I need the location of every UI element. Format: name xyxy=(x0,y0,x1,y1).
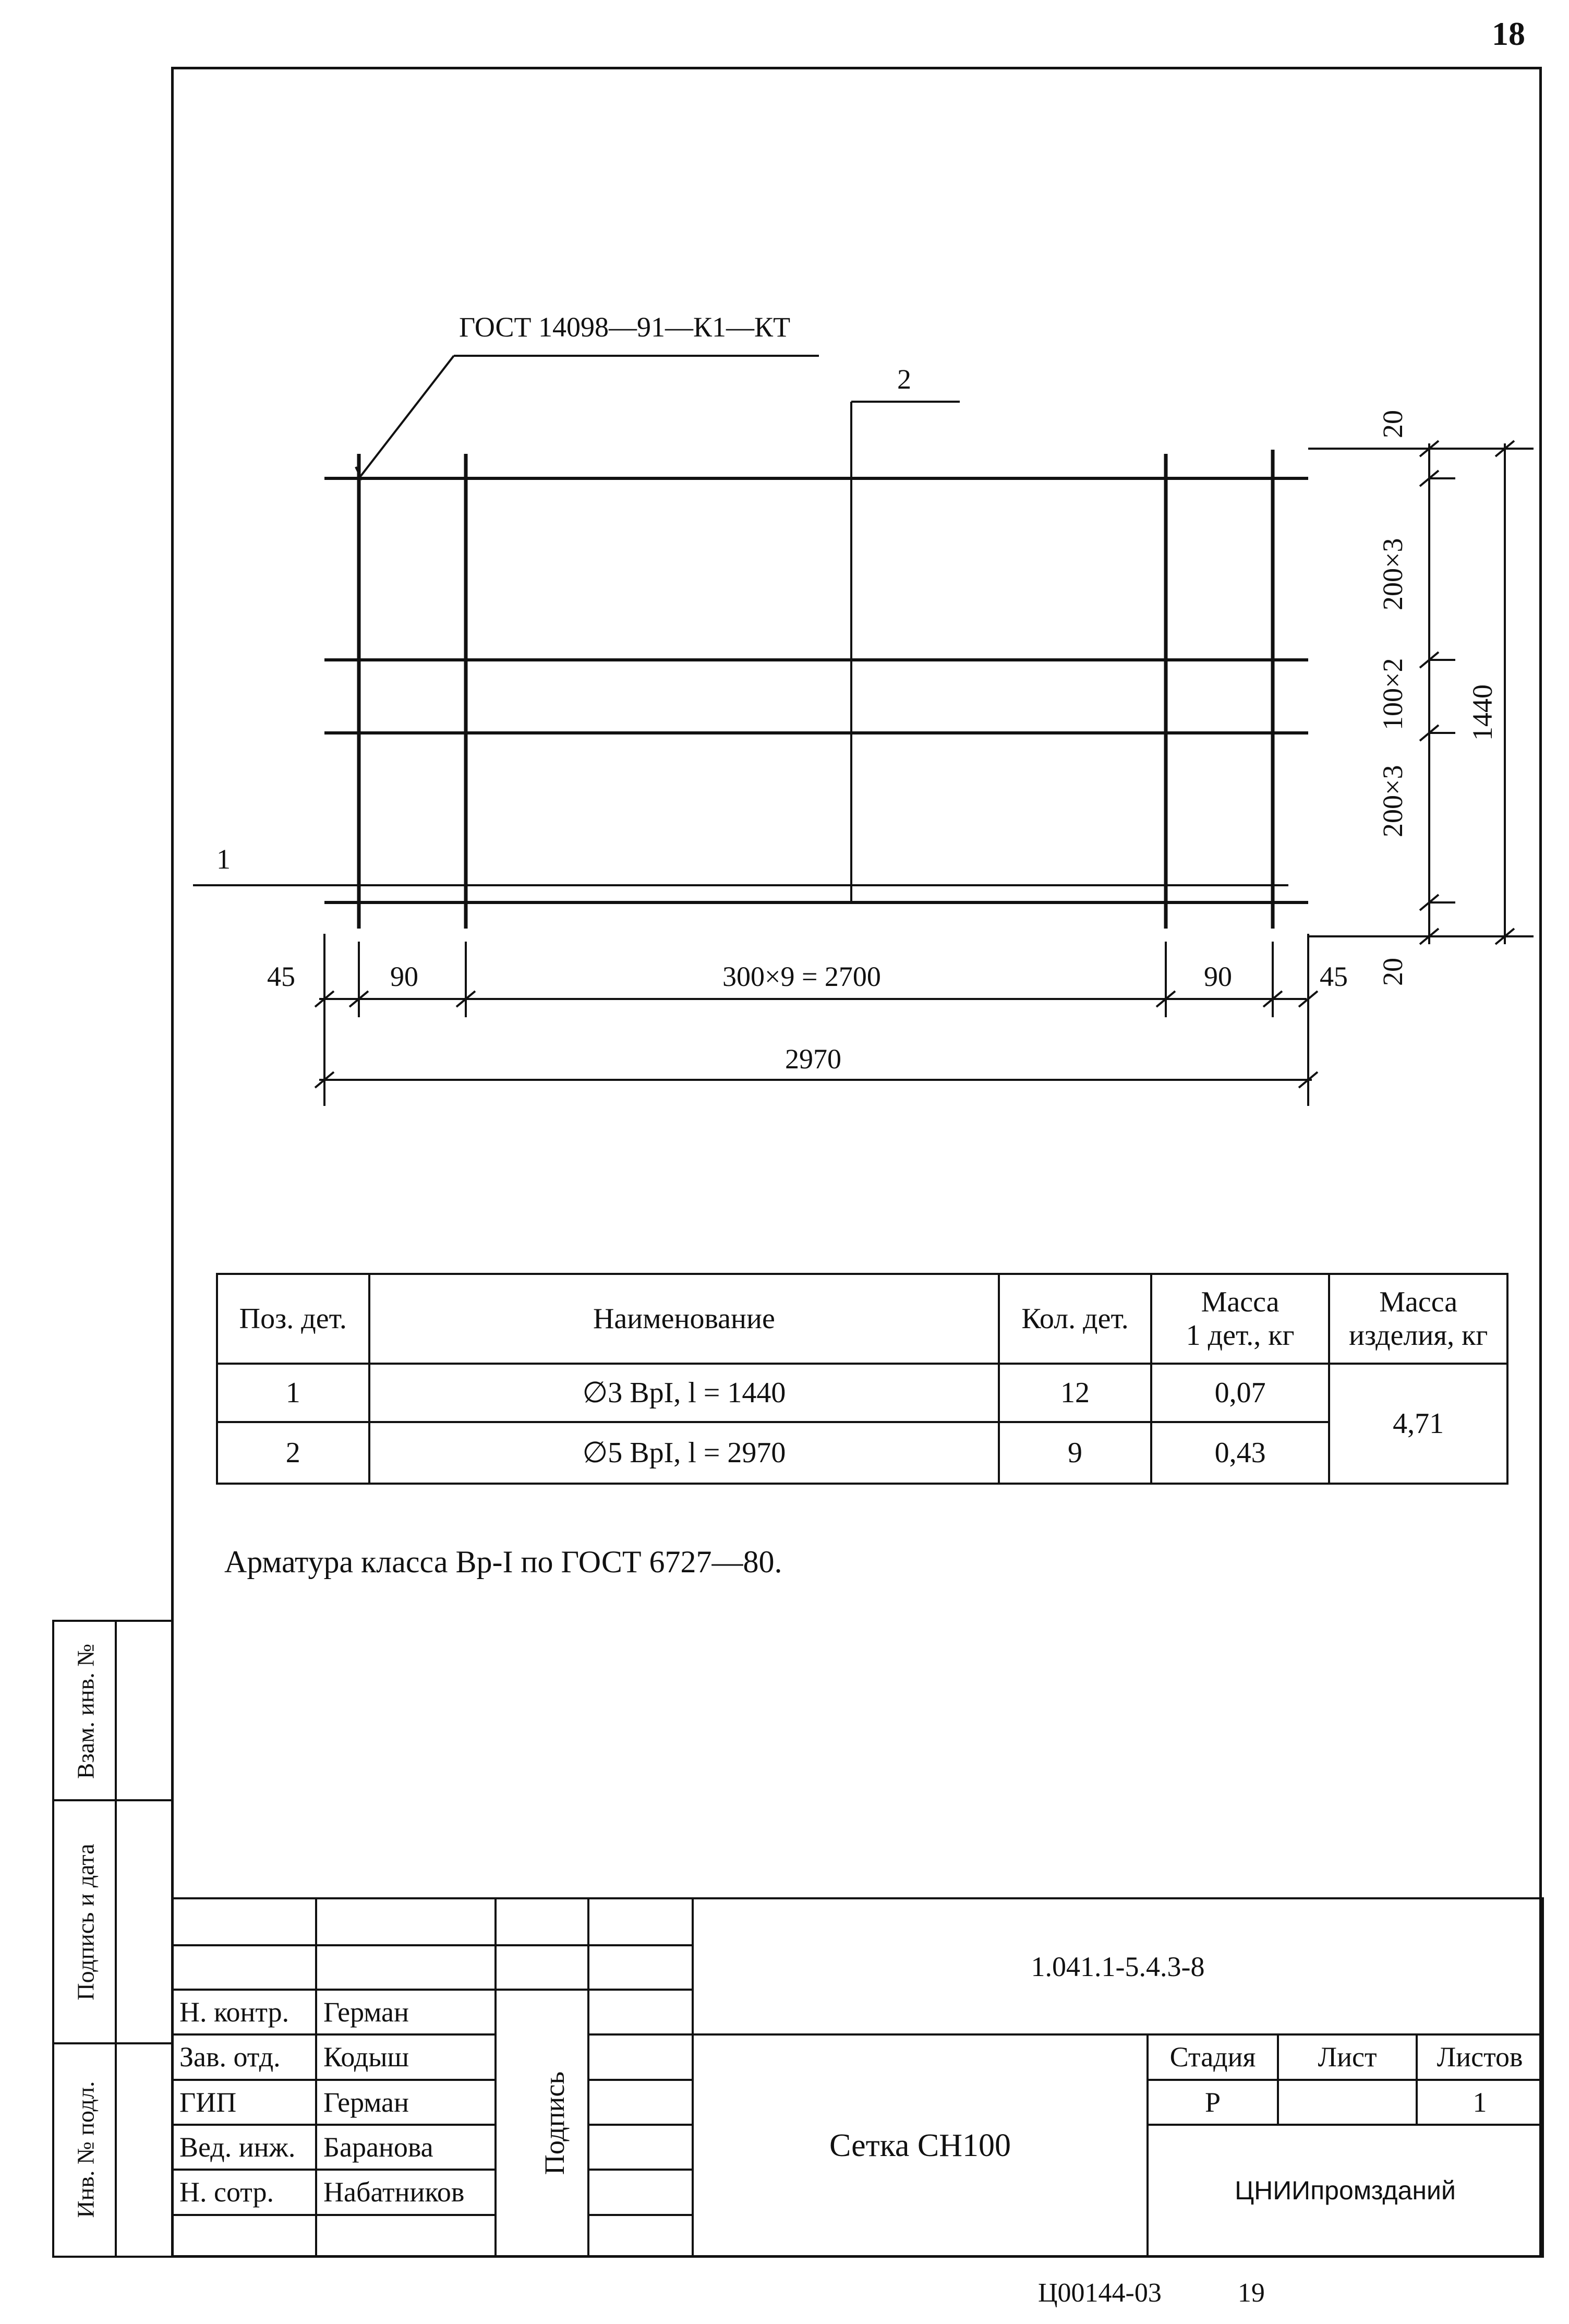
role-label: ГИП xyxy=(172,2080,316,2125)
dim-bottom-20: 20 xyxy=(1377,958,1408,986)
cell-qty: 12 xyxy=(999,1364,1151,1422)
dim-right-edge: 45 xyxy=(1320,961,1348,992)
leader-gost-label: ГОСТ 14098—91—К1—КТ xyxy=(459,311,791,343)
sheet-header: Лист xyxy=(1278,2034,1417,2079)
header-mass-one: Масса 1 дет., кг xyxy=(1151,1274,1330,1364)
dim-left-90: 90 xyxy=(390,961,418,992)
header-qty: Кол. дет. xyxy=(999,1274,1151,1364)
dim-middle-span: 300×9 = 2700 xyxy=(722,961,881,992)
spec-header-row xyxy=(217,1274,1507,1364)
side-label-inv-podl: Инв. № подл. xyxy=(72,2081,99,2218)
footer-page: 19 xyxy=(1237,2278,1265,2308)
cell-name: ∅3 BpI, l = 1440 xyxy=(369,1364,999,1422)
doc-code: 1.041.1-5.4.3-8 xyxy=(693,1898,1543,2034)
role-label: Вед. инж. xyxy=(172,2125,316,2170)
role-name: Герман xyxy=(316,2080,496,2125)
header-name: Наименование xyxy=(369,1274,999,1364)
cell-mass: 0,07 xyxy=(1151,1364,1330,1422)
dim-total-width: 2970 xyxy=(785,1043,841,1075)
footer-code xyxy=(1038,2278,1265,2308)
role-name: Герман xyxy=(316,1990,496,2034)
dim-top-20: 20 xyxy=(1377,410,1408,438)
side-label-vzam: Взам. инв. № xyxy=(72,1643,99,1779)
page-number: 18 xyxy=(1492,15,1525,52)
specification-table xyxy=(216,1273,1508,1485)
drawing-title: Сетка СН100 xyxy=(693,2034,1148,2257)
dim-total-height: 1440 xyxy=(1467,684,1498,741)
side-box-inv-podl xyxy=(52,2042,173,2258)
position-label-1: 1 xyxy=(216,844,231,875)
position-label-2: 2 xyxy=(897,364,911,395)
side-box-signature-date xyxy=(52,1799,173,2044)
side-box-vzam xyxy=(52,1620,173,1801)
role-label: Н. сотр. xyxy=(172,2170,316,2214)
role-name: Баранова xyxy=(316,2125,496,2170)
cell-name: ∅5 BpI, l = 2970 xyxy=(369,1422,999,1484)
header-pos: Поз. дет. xyxy=(217,1274,369,1364)
title-block xyxy=(171,1897,1544,2258)
sheets-header: Листов xyxy=(1417,2034,1543,2079)
cell-mass: 0,43 xyxy=(1151,1422,1330,1484)
material-note: Арматура класса Вр-I по ГОСТ 6727—80. xyxy=(224,1545,782,1579)
sheet-value xyxy=(1278,2080,1417,2125)
dim-200x3-bottom: 200×3 xyxy=(1377,765,1408,837)
role-label: Зав. отд. xyxy=(172,2034,316,2079)
role-name: Кодыш xyxy=(316,2034,496,2079)
organization: ЦНИИпромзданий xyxy=(1148,2125,1543,2257)
signature-label: Подпись xyxy=(539,2071,571,2175)
table-row xyxy=(217,1422,1507,1484)
signature-column xyxy=(496,1990,588,2257)
role-label: Н. контр. xyxy=(172,1990,316,2034)
table-row xyxy=(217,1364,1507,1422)
cell-qty: 9 xyxy=(999,1422,1151,1484)
footer-doc-code: Ц00144-03 xyxy=(1038,2278,1162,2308)
cell-total-mass: 4,71 xyxy=(1329,1364,1507,1484)
dim-left-edge: 45 xyxy=(267,961,295,992)
cell-pos: 2 xyxy=(217,1422,369,1484)
role-name: Набатников xyxy=(316,2170,496,2214)
dim-right-90: 90 xyxy=(1204,961,1232,992)
header-mass-total: Масса изделия, кг xyxy=(1329,1274,1507,1364)
side-label-signature-date: Подпись и дата xyxy=(72,1844,99,2001)
sheets-value: 1 xyxy=(1417,2080,1543,2125)
stage-value: Р xyxy=(1148,2080,1278,2125)
dim-200x3-top: 200×3 xyxy=(1377,538,1408,610)
stage-header: Стадия xyxy=(1148,2034,1278,2079)
cell-pos: 1 xyxy=(217,1364,369,1422)
dim-100x2: 100×2 xyxy=(1377,658,1408,730)
